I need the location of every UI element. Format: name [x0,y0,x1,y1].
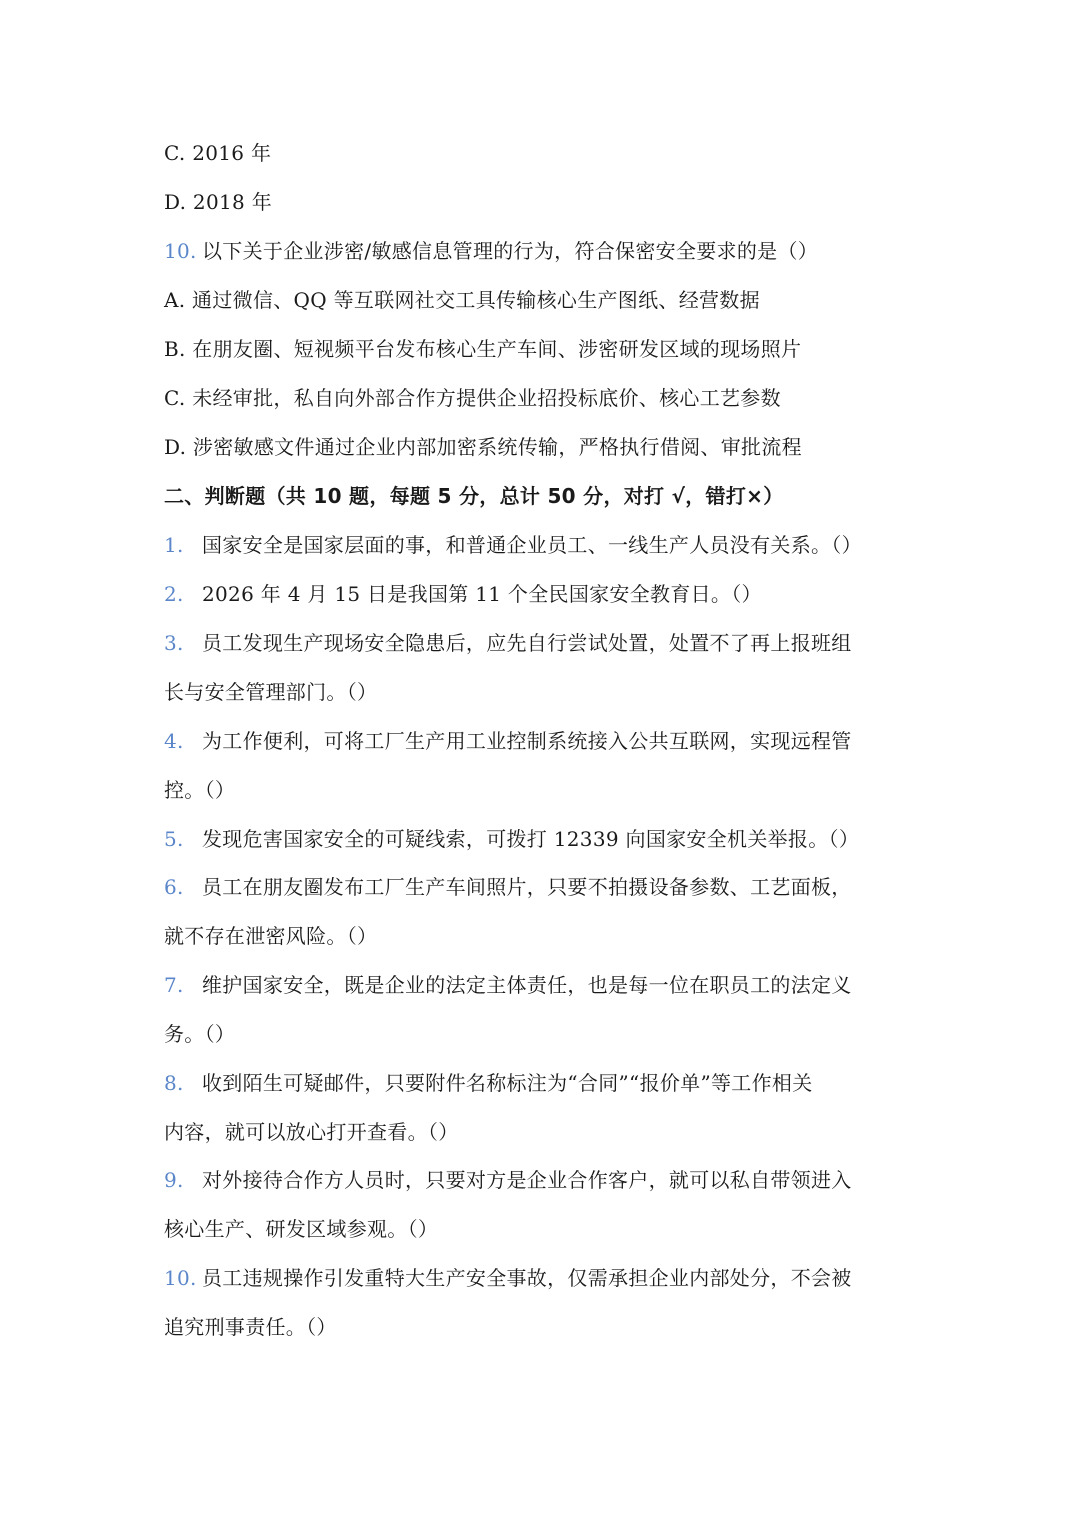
judgment-item [164,972,904,998]
item-number: 10. [164,1266,197,1290]
q10-option-c: C. 未经审批，私自向外部合作方提供企业招投标底价、核心工艺参数 [164,386,781,410]
item-text: 对外接待合作方人员时，只要对方是企业合作客户，就可以私自带领进入 [202,1168,852,1192]
judgment-item [164,1070,904,1096]
question-text: 以下关于企业涉密/敏感信息管理的行为，符合保密安全要求的是（） [202,239,819,263]
item-number: 3. [164,631,184,655]
judgment-item [164,581,904,607]
item-number: 4. [164,729,184,753]
question-number: 10. [164,239,197,263]
judgment-item [164,728,904,754]
item-continuation: 务。（） [164,1022,236,1046]
item-number: 5. [164,827,184,851]
item-number: 2. [164,582,184,606]
q10-option-b: B. 在朋友圈、短视频平台发布核心生产车间、涉密研发区域的现场照片 [164,337,802,361]
item-continuation: 就不存在泄密风险。（） [164,924,378,948]
item-text: 员工违规操作引发重特大生产安全事故，仅需承担企业内部处分，不会被 [202,1266,852,1290]
item-text: 为工作便利，可将工厂生产用工业控制系统接入公共互联网，实现远程管 [202,729,852,753]
option-c: C. 2016 年 [164,141,272,165]
judgment-item [164,630,904,656]
judgment-item [164,1265,904,1291]
item-number: 9. [164,1168,184,1192]
item-text: 发现危害国家安全的可疑线索，可拨打 12339 向国家安全机关举报。（） [202,827,860,851]
judgment-item [164,1167,904,1193]
item-text: 2026 年 4 月 15 日是我国第 11 个全民国家安全教育日。（） [202,582,762,606]
item-text: 收到陌生可疑邮件，只要附件名称标注为“合同”“报价单”等工作相关 [202,1071,813,1095]
item-text: 员工发现生产现场安全隐患后，应先自行尝试处置，处置不了再上报班组 [202,631,852,655]
judgment-item [164,532,904,558]
item-continuation: 追究刑事责任。（） [164,1315,337,1339]
item-continuation: 控。（） [164,778,236,802]
q10-option-d: D. 涉密敏感文件通过企业内部加密系统传输，严格执行借阅、审批流程 [164,435,802,459]
item-number: 8. [164,1071,184,1095]
item-continuation: 核心生产、研发区域参观。（） [164,1217,439,1241]
item-continuation: 内容，就可以放心打开查看。（） [164,1120,459,1144]
section-heading: 二、判断题（共 10 题，每题 5 分，总计 50 分，对打 √，错打×） [164,484,784,508]
item-continuation: 长与安全管理部门。（） [164,680,378,704]
item-number: 7. [164,973,184,997]
item-text: 维护国家安全，既是企业的法定主体责任，也是每一位在职员工的法定义 [202,973,852,997]
judgment-item [164,826,904,852]
item-number: 6. [164,875,184,899]
q10-option-a: A. 通过微信、QQ 等互联网社交工具传输核心生产图纸、经营数据 [164,288,760,312]
item-text: 员工在朋友圈发布工厂生产车间照片，只要不拍摄设备参数、工艺面板， [202,875,852,899]
judgment-item [164,874,904,900]
option-d: D. 2018 年 [164,190,272,214]
question-10 [164,238,904,264]
item-text: 国家安全是国家层面的事，和普通企业员工、一线生产人员没有关系。（） [202,533,862,557]
item-number: 1. [164,533,184,557]
